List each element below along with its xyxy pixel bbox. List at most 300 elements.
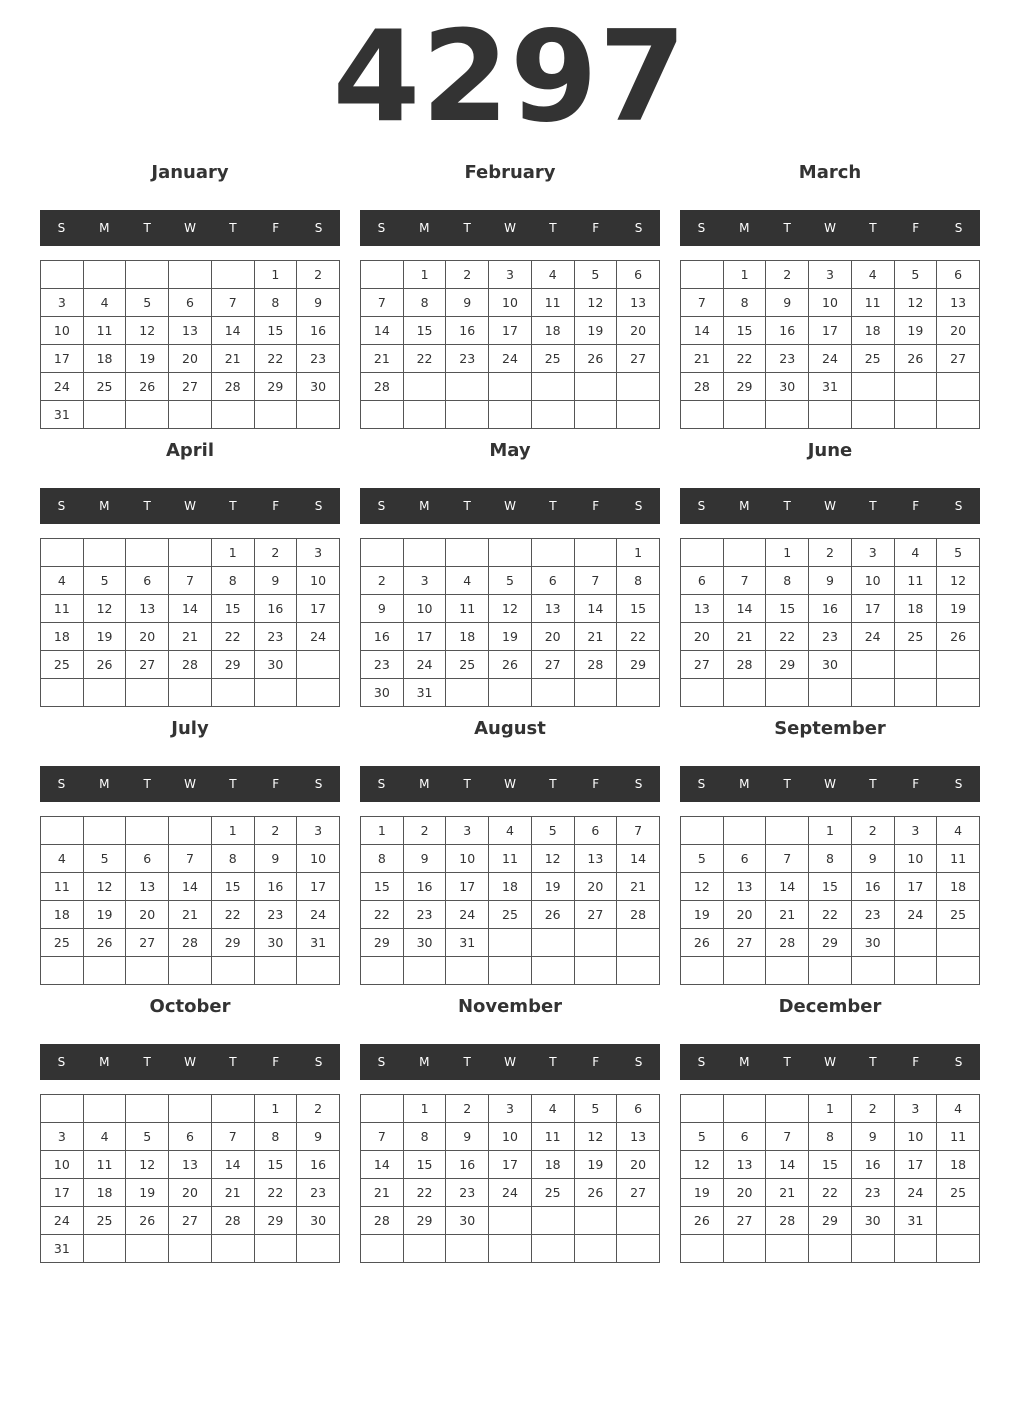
weekday-label: T [869, 221, 877, 235]
day-cell [254, 957, 297, 985]
day-cell: 5 [681, 845, 724, 873]
weekday-label: F [592, 1055, 600, 1069]
day-cell [446, 1235, 489, 1263]
day-cell [41, 1095, 84, 1123]
day-cell: 27 [723, 929, 766, 957]
day-cell: 16 [851, 873, 894, 901]
day-cell: 1 [403, 1095, 446, 1123]
day-cell: 12 [574, 1123, 617, 1151]
day-cell [574, 1235, 617, 1263]
day-cell [126, 679, 169, 707]
day-cell: 15 [361, 873, 404, 901]
day-cell: 8 [254, 289, 297, 317]
weekday-label: M [99, 221, 110, 235]
week-row [681, 261, 980, 289]
day-cell [681, 401, 724, 429]
day-cell: 14 [361, 317, 404, 345]
day-cell: 24 [894, 1179, 937, 1207]
day-cell [489, 1235, 532, 1263]
weekday-label: M [99, 1055, 110, 1069]
day-cell [169, 1235, 212, 1263]
day-cell [297, 651, 340, 679]
day-cell [723, 401, 766, 429]
day-cell: 2 [254, 817, 297, 845]
day-cell: 18 [937, 1151, 980, 1179]
day-cell [446, 539, 489, 567]
day-cell: 8 [723, 289, 766, 317]
day-cell: 9 [297, 289, 340, 317]
day-cell: 11 [83, 317, 126, 345]
day-cell [937, 679, 980, 707]
day-cell: 21 [766, 1179, 809, 1207]
day-cell: 18 [937, 873, 980, 901]
week-row [41, 623, 340, 651]
weekday-label: M [419, 777, 430, 791]
day-cell [937, 373, 980, 401]
weekday-label: W [824, 777, 836, 791]
day-grid [680, 1094, 980, 1263]
day-cell: 9 [254, 845, 297, 873]
weekday-label: S [57, 499, 66, 513]
day-cell: 26 [574, 345, 617, 373]
day-cell: 13 [169, 1151, 212, 1179]
day-cell: 31 [297, 929, 340, 957]
day-cell: 3 [851, 539, 894, 567]
day-cell: 16 [297, 317, 340, 345]
day-cell [254, 401, 297, 429]
day-cell: 24 [297, 623, 340, 651]
day-cell: 4 [489, 817, 532, 845]
day-cell: 19 [574, 317, 617, 345]
weekday-label: T [549, 221, 557, 235]
day-cell: 29 [361, 929, 404, 957]
day-cell: 18 [446, 623, 489, 651]
day-cell: 13 [531, 595, 574, 623]
day-cell [169, 957, 212, 985]
day-cell: 29 [766, 651, 809, 679]
day-cell: 13 [617, 1123, 660, 1151]
day-cell [531, 1207, 574, 1235]
day-cell: 13 [723, 873, 766, 901]
day-cell [403, 373, 446, 401]
day-cell: 12 [83, 873, 126, 901]
day-cell [681, 817, 724, 845]
month-calendar [40, 436, 340, 706]
day-cell: 22 [211, 623, 254, 651]
week-row [41, 1095, 340, 1123]
weekday-label: T [869, 499, 877, 513]
month-name: September [774, 718, 886, 739]
week-row [41, 289, 340, 317]
day-cell [211, 1095, 254, 1123]
day-cell: 24 [809, 345, 852, 373]
day-cell [894, 1235, 937, 1263]
day-cell [83, 957, 126, 985]
weekday-label: F [272, 499, 280, 513]
day-cell [851, 651, 894, 679]
day-cell: 17 [297, 873, 340, 901]
day-cell [297, 1235, 340, 1263]
weekday-label: T [229, 499, 237, 513]
day-cell: 30 [403, 929, 446, 957]
day-cell: 10 [446, 845, 489, 873]
day-cell: 16 [446, 1151, 489, 1179]
day-cell: 26 [531, 901, 574, 929]
weekday-label: S [697, 1055, 706, 1069]
weekday-label: M [739, 221, 750, 235]
day-cell: 2 [766, 261, 809, 289]
weekday-label: F [272, 221, 280, 235]
weekday-label: M [739, 499, 750, 513]
day-cell: 11 [446, 595, 489, 623]
week-row [41, 595, 340, 623]
day-cell: 16 [254, 595, 297, 623]
day-cell: 22 [211, 901, 254, 929]
day-cell: 20 [169, 1179, 212, 1207]
week-row [361, 261, 660, 289]
day-cell [361, 957, 404, 985]
day-cell [531, 957, 574, 985]
weekday-label: T [869, 1055, 877, 1069]
weekday-label: S [634, 221, 643, 235]
day-cell [169, 1095, 212, 1123]
day-cell: 18 [83, 1179, 126, 1207]
month-calendar [40, 158, 340, 428]
weekday-label: T [783, 1055, 791, 1069]
day-cell: 3 [403, 567, 446, 595]
weekday-label: W [184, 221, 196, 235]
day-cell: 27 [723, 1207, 766, 1235]
day-cell: 6 [937, 261, 980, 289]
day-cell: 17 [489, 1151, 532, 1179]
day-cell [681, 1235, 724, 1263]
day-cell: 3 [489, 261, 532, 289]
weekday-label: S [634, 1055, 643, 1069]
day-cell: 1 [211, 539, 254, 567]
day-cell: 18 [531, 1151, 574, 1179]
day-cell: 15 [809, 1151, 852, 1179]
day-cell [83, 1095, 126, 1123]
day-cell: 6 [169, 289, 212, 317]
day-cell: 7 [361, 1123, 404, 1151]
day-cell [617, 373, 660, 401]
day-cell [489, 929, 532, 957]
day-cell: 10 [41, 317, 84, 345]
day-grid [680, 538, 980, 707]
day-cell: 8 [403, 289, 446, 317]
day-cell: 19 [126, 1179, 169, 1207]
weekday-label: T [783, 221, 791, 235]
day-cell [531, 401, 574, 429]
weekday-label: S [314, 221, 323, 235]
day-cell [297, 679, 340, 707]
day-grid [40, 816, 340, 985]
day-cell: 7 [617, 817, 660, 845]
week-row [41, 679, 340, 707]
week-row [41, 1235, 340, 1263]
day-cell: 4 [937, 1095, 980, 1123]
weekday-label: S [377, 221, 386, 235]
day-cell: 17 [809, 317, 852, 345]
day-cell: 12 [531, 845, 574, 873]
day-cell: 31 [41, 1235, 84, 1263]
week-row [681, 845, 980, 873]
week-row [41, 873, 340, 901]
day-cell: 4 [894, 539, 937, 567]
weekday-label: W [184, 777, 196, 791]
week-row [361, 1095, 660, 1123]
week-row [361, 1123, 660, 1151]
day-grid [680, 260, 980, 429]
week-row [41, 929, 340, 957]
day-cell: 28 [211, 373, 254, 401]
day-cell: 7 [211, 1123, 254, 1151]
day-cell: 14 [681, 317, 724, 345]
day-cell: 25 [489, 901, 532, 929]
weekday-label: T [143, 499, 151, 513]
day-cell: 21 [574, 623, 617, 651]
month-name: April [165, 440, 215, 461]
week-row [41, 1151, 340, 1179]
day-cell: 28 [169, 651, 212, 679]
day-cell: 12 [126, 1151, 169, 1179]
day-cell: 20 [723, 901, 766, 929]
month-name: June [807, 440, 853, 461]
day-cell: 9 [361, 595, 404, 623]
day-cell: 19 [681, 1179, 724, 1207]
weekday-label: W [504, 1055, 516, 1069]
day-cell [937, 651, 980, 679]
day-cell: 26 [681, 1207, 724, 1235]
day-cell: 28 [211, 1207, 254, 1235]
day-cell: 28 [766, 929, 809, 957]
day-cell: 25 [83, 1207, 126, 1235]
week-row [41, 401, 340, 429]
week-row [41, 567, 340, 595]
weekday-label: S [634, 499, 643, 513]
day-cell: 21 [681, 345, 724, 373]
day-cell: 23 [809, 623, 852, 651]
weekday-header [360, 766, 660, 802]
week-row [361, 539, 660, 567]
day-cell: 8 [211, 567, 254, 595]
day-cell: 6 [617, 1095, 660, 1123]
week-row [41, 261, 340, 289]
day-cell: 1 [617, 539, 660, 567]
day-cell: 16 [851, 1151, 894, 1179]
weekday-label: M [419, 221, 430, 235]
week-row [41, 957, 340, 985]
day-cell [894, 957, 937, 985]
day-cell: 4 [41, 845, 84, 873]
day-cell [489, 957, 532, 985]
week-row [681, 317, 980, 345]
day-cell: 26 [126, 373, 169, 401]
day-cell: 28 [361, 373, 404, 401]
day-cell: 7 [211, 289, 254, 317]
day-cell: 7 [766, 845, 809, 873]
day-cell: 2 [403, 817, 446, 845]
day-cell: 25 [531, 1179, 574, 1207]
week-row [41, 539, 340, 567]
day-grid [360, 816, 660, 985]
day-cell [361, 539, 404, 567]
day-cell: 11 [489, 845, 532, 873]
week-row [361, 623, 660, 651]
week-row [681, 373, 980, 401]
weekday-label: T [143, 221, 151, 235]
week-row [681, 401, 980, 429]
day-cell: 2 [361, 567, 404, 595]
week-row [361, 679, 660, 707]
weekday-label: T [549, 1055, 557, 1069]
month-calendar [360, 714, 660, 984]
day-cell [211, 679, 254, 707]
day-cell: 5 [531, 817, 574, 845]
day-cell [126, 261, 169, 289]
weekday-label: W [184, 499, 196, 513]
day-cell: 1 [723, 261, 766, 289]
day-cell: 27 [169, 373, 212, 401]
month-name: February [464, 162, 556, 183]
day-cell: 15 [723, 317, 766, 345]
weekday-label: W [504, 499, 516, 513]
day-cell: 6 [681, 567, 724, 595]
week-row [681, 957, 980, 985]
day-cell [617, 401, 660, 429]
week-row [361, 1151, 660, 1179]
day-cell [446, 679, 489, 707]
day-cell: 4 [83, 1123, 126, 1151]
day-cell [489, 1207, 532, 1235]
day-cell: 13 [723, 1151, 766, 1179]
day-cell [851, 957, 894, 985]
day-cell [531, 373, 574, 401]
week-row [361, 901, 660, 929]
day-cell: 9 [766, 289, 809, 317]
month-calendar [680, 714, 980, 984]
week-row [41, 651, 340, 679]
week-row [361, 957, 660, 985]
day-cell: 17 [41, 1179, 84, 1207]
day-cell: 11 [894, 567, 937, 595]
week-row [361, 317, 660, 345]
weekday-label: W [504, 221, 516, 235]
day-cell: 17 [489, 317, 532, 345]
day-cell: 6 [126, 567, 169, 595]
day-cell: 11 [41, 873, 84, 901]
day-cell: 1 [361, 817, 404, 845]
day-cell: 15 [211, 595, 254, 623]
day-cell: 23 [851, 1179, 894, 1207]
weekday-label: W [824, 1055, 836, 1069]
weekday-label: S [314, 777, 323, 791]
day-cell: 11 [531, 1123, 574, 1151]
day-cell: 27 [574, 901, 617, 929]
weekday-header [40, 488, 340, 524]
day-cell: 19 [574, 1151, 617, 1179]
day-cell: 25 [937, 901, 980, 929]
month-calendar [360, 992, 660, 1262]
day-cell: 6 [126, 845, 169, 873]
day-cell: 7 [681, 289, 724, 317]
day-cell: 29 [211, 651, 254, 679]
day-cell: 24 [851, 623, 894, 651]
day-cell: 10 [809, 289, 852, 317]
day-cell: 23 [403, 901, 446, 929]
day-cell [574, 929, 617, 957]
day-cell [617, 1207, 660, 1235]
weekday-label: T [143, 1055, 151, 1069]
day-cell: 21 [169, 901, 212, 929]
day-cell: 28 [766, 1207, 809, 1235]
week-row [361, 595, 660, 623]
day-cell: 28 [361, 1207, 404, 1235]
day-cell: 29 [254, 373, 297, 401]
day-cell: 7 [574, 567, 617, 595]
day-cell: 12 [681, 873, 724, 901]
day-cell [41, 679, 84, 707]
day-cell: 22 [361, 901, 404, 929]
month-name: January [151, 162, 229, 183]
day-cell: 24 [41, 373, 84, 401]
day-cell [403, 539, 446, 567]
week-row [361, 651, 660, 679]
day-grid [360, 1094, 660, 1263]
day-cell: 3 [297, 539, 340, 567]
day-cell [211, 957, 254, 985]
day-cell: 12 [937, 567, 980, 595]
day-cell: 25 [41, 929, 84, 957]
day-cell: 16 [446, 317, 489, 345]
day-cell: 29 [809, 929, 852, 957]
day-cell: 5 [83, 567, 126, 595]
day-cell: 4 [851, 261, 894, 289]
day-cell [126, 1095, 169, 1123]
week-row [681, 1151, 980, 1179]
day-cell: 15 [254, 317, 297, 345]
week-row [361, 929, 660, 957]
day-cell: 18 [851, 317, 894, 345]
day-cell [41, 539, 84, 567]
day-cell: 27 [531, 651, 574, 679]
day-cell [403, 401, 446, 429]
day-cell: 20 [531, 623, 574, 651]
day-cell: 11 [937, 845, 980, 873]
month-name: May [489, 440, 531, 461]
day-cell: 22 [809, 901, 852, 929]
day-cell: 10 [894, 1123, 937, 1151]
day-cell: 15 [403, 317, 446, 345]
day-cell: 16 [809, 595, 852, 623]
week-row [681, 873, 980, 901]
day-cell: 25 [937, 1179, 980, 1207]
day-cell: 22 [617, 623, 660, 651]
weekday-label: M [99, 777, 110, 791]
day-cell: 6 [531, 567, 574, 595]
day-cell: 5 [574, 1095, 617, 1123]
weekday-label: S [697, 777, 706, 791]
day-cell: 3 [41, 1123, 84, 1151]
day-cell: 9 [851, 1123, 894, 1151]
day-cell: 6 [169, 1123, 212, 1151]
day-cell: 17 [894, 1151, 937, 1179]
day-cell: 17 [446, 873, 489, 901]
day-cell [937, 1207, 980, 1235]
month-name: November [457, 996, 563, 1017]
day-cell: 30 [361, 679, 404, 707]
day-cell: 1 [809, 1095, 852, 1123]
